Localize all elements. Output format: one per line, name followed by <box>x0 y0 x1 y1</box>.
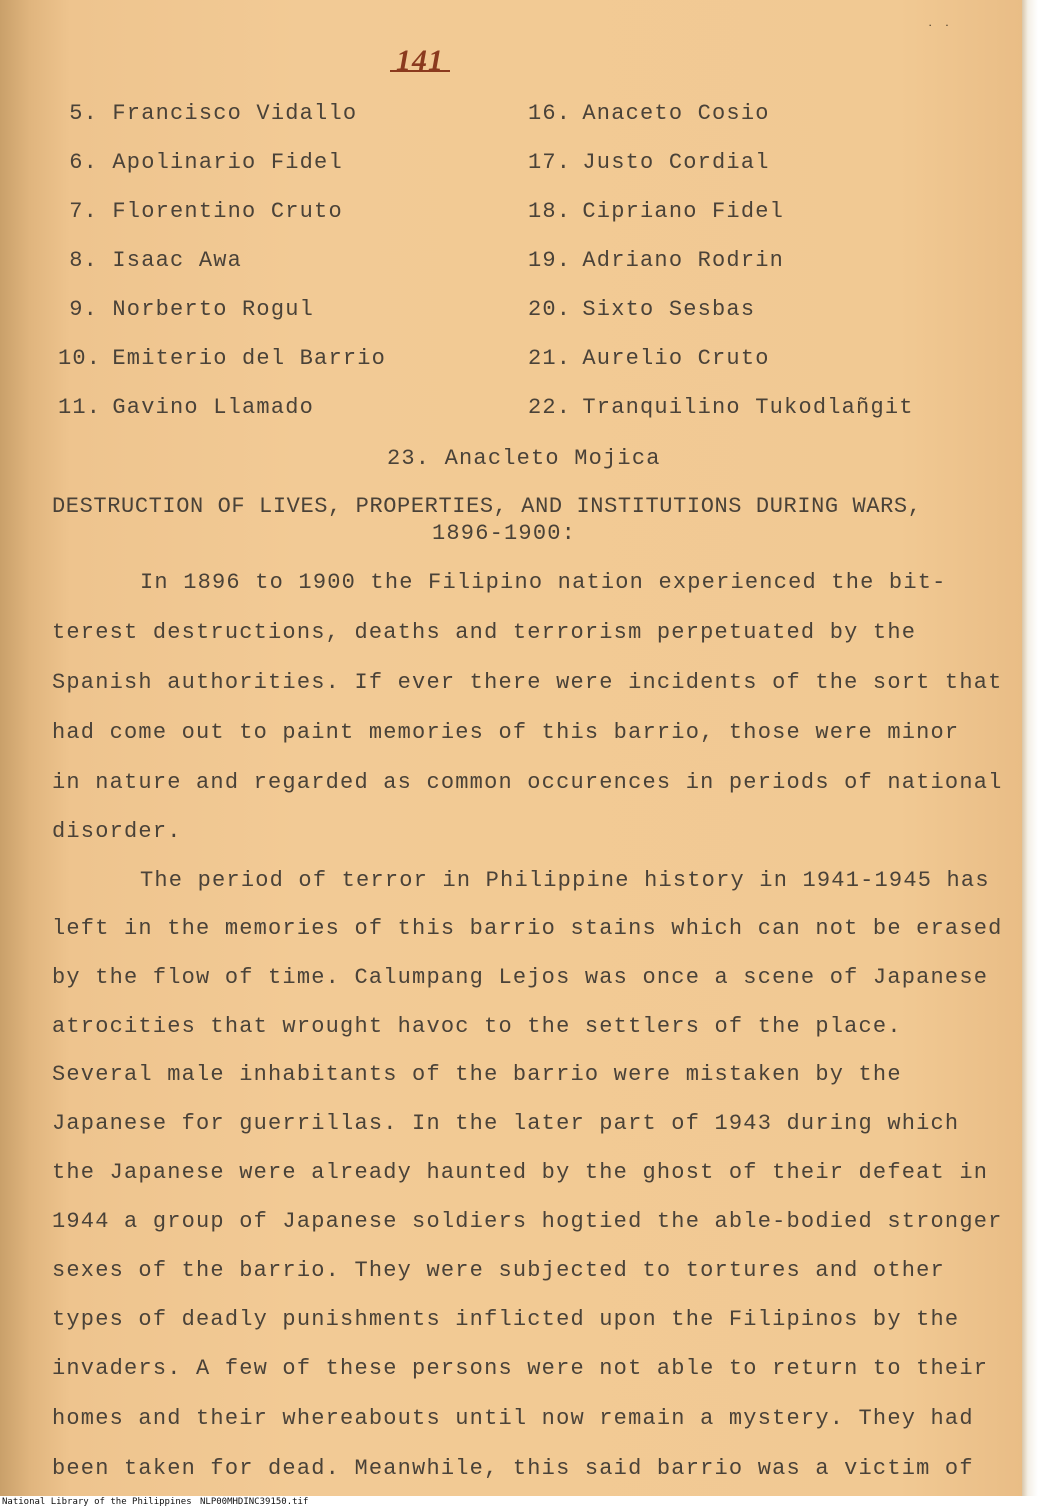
paragraph-line: In 1896 to 1900 the Filipino nation experienced the bit- <box>140 570 947 595</box>
paragraph-line: Japanese for guerrillas. In the later part of 1943 during which <box>52 1111 960 1136</box>
list-item: 21. Aurelio Cruto <box>528 346 770 371</box>
section-heading-years: 1896-1900: <box>432 521 577 546</box>
paragraph-line: invaders. A few of these persons were not able to return to their <box>52 1356 989 1381</box>
list-item: 10. Emiterio del Barrio <box>58 346 387 371</box>
paragraph-line: The period of terror in Philippine history in 1941-1945 has <box>140 868 990 893</box>
paragraph-line: by the flow of time. Calumpang Lejos was once a scene of Japanese <box>52 965 989 990</box>
paragraph-line: homes and their whereabouts until now remain a mystery. They had <box>52 1406 974 1431</box>
paragraph-line: been taken for dead. Meanwhile, this said barrio was a victim of <box>52 1456 974 1481</box>
list-item: 11. Gavino Llamado <box>58 395 315 420</box>
paragraph-line: types of deadly punishments inflicted upon the Filipinos by the <box>52 1307 960 1332</box>
list-item: 8. Isaac Awa <box>69 248 243 273</box>
list-item: 5. Francisco Vidallo <box>69 101 358 126</box>
margin-mark: ˙ ˙ <box>926 24 952 40</box>
paragraph-line: atrocities that wrought havoc to the settlers of the place. <box>52 1014 902 1039</box>
footer-library: National Library of the Philippines <box>2 1497 192 1507</box>
list-item: 17. Justo Cordial <box>528 150 770 175</box>
paragraph-line: sexes of the barrio. They were subjected to tortures and other <box>52 1258 945 1283</box>
list-item-final: 23. Anacleto Mojica <box>387 446 661 471</box>
page-number: 141 <box>396 44 444 77</box>
list-item: 6. Apolinario Fidel <box>69 150 343 175</box>
list-item: 9. Norberto Rogul <box>69 297 315 322</box>
list-item: 18. Cipriano Fidel <box>528 199 785 224</box>
paragraph-line: had come out to paint memories of this barrio, those were minor <box>52 720 960 745</box>
list-item: 7. Florentino Cruto <box>69 199 343 224</box>
section-heading: DESTRUCTION OF LIVES, PROPERTIES, AND INSTITUTIONS DURING WARS, <box>52 494 922 519</box>
scan-footer <box>0 1496 1038 1508</box>
paragraph-line: Spanish authorities. If ever there were incidents of the sort that <box>52 670 1003 695</box>
paragraph-line: in nature and regarded as common occurences in periods of national <box>52 770 1003 795</box>
paragraph-line: left in the memories of this barrio stains which can not be erased <box>52 916 1003 941</box>
paragraph-line: terest destructions, deaths and terrorism perpetuated by the <box>52 620 917 645</box>
page-edge <box>1022 0 1038 1496</box>
paragraph-line: disorder. <box>52 819 182 844</box>
paragraph-line: the Japanese were already haunted by the ghost of their defeat in <box>52 1160 989 1185</box>
list-item: 22. Tranquilino Tukodlañgit <box>528 395 914 420</box>
list-item: 19. Adriano Rodrin <box>528 248 785 273</box>
footer-file-id: NLP00MHDINC39150.tif <box>200 1497 309 1507</box>
paragraph-line: Several male inhabitants of the barrio were mistaken by the <box>52 1062 902 1087</box>
list-item: 20. Sixto Sesbas <box>528 297 756 322</box>
list-item: 16. Anaceto Cosio <box>528 101 770 126</box>
paragraph-line: 1944 a group of Japanese soldiers hogtied the able-bodied stronger <box>52 1209 1003 1234</box>
